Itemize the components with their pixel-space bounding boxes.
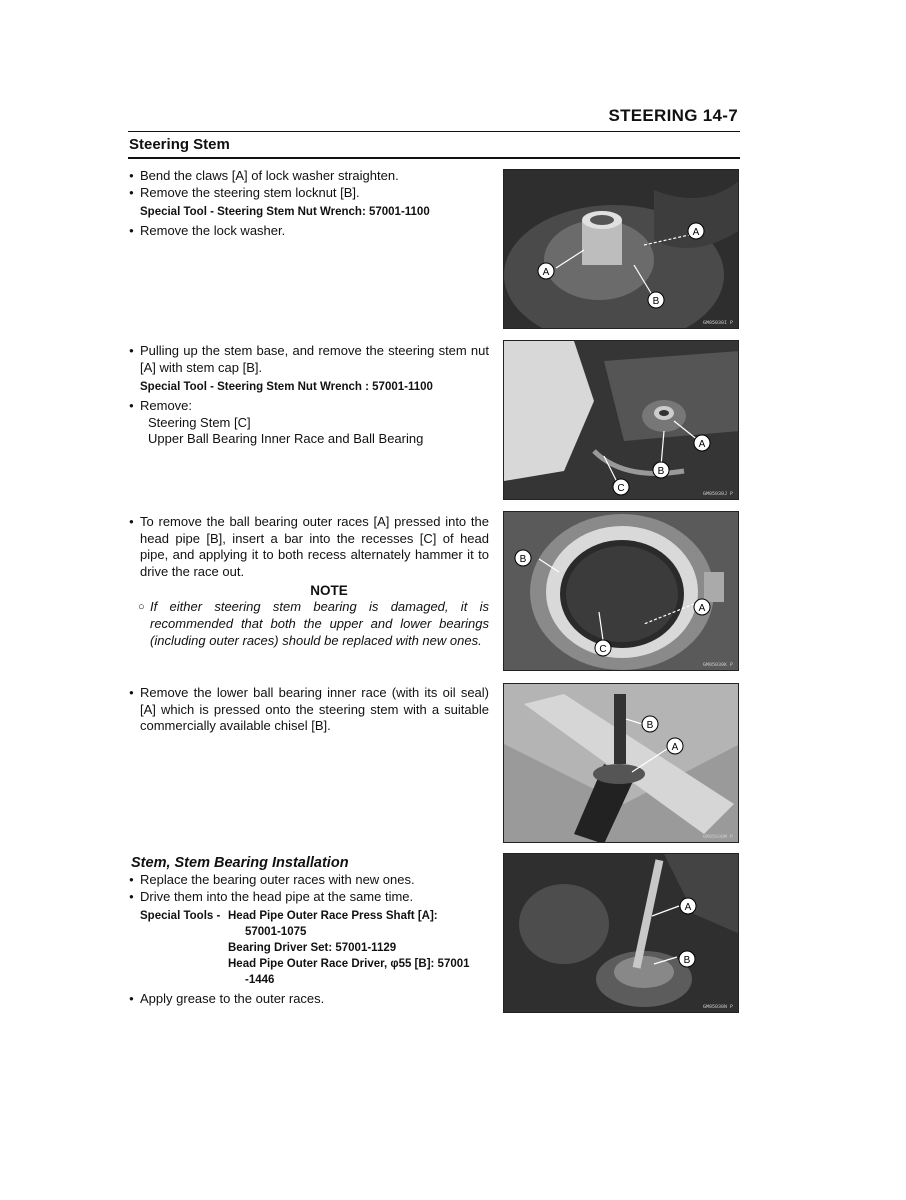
special-tool-line: Special Tool - Steering Stem Nut Wrench : 57001-1100 bbox=[140, 381, 433, 394]
bullet-text: ● Remove: bbox=[129, 398, 489, 415]
page-header-title: STEERING 14-7 bbox=[608, 106, 738, 125]
bullet-text: ● Remove the lower ball bearing inner race (with its oil seal) [A] which is pressed onto the steering stem with a suitable commercially available chisel [B]. bbox=[129, 685, 489, 735]
callout-label: A bbox=[671, 742, 679, 753]
callout-label: B bbox=[657, 466, 665, 477]
bullet-text: ● Pulling up the stem base, and remove the steering stem nut [A] with stem cap [B]. bbox=[129, 343, 489, 376]
photo-press-shaft-install bbox=[503, 853, 739, 1013]
tool-entry: Bearing Driver Set: 57001-1129 bbox=[228, 942, 397, 955]
text-block-4 bbox=[129, 685, 489, 735]
bullet-text: ● Remove the steering stem locknut [B]. bbox=[129, 185, 489, 202]
subsection-title: Stem, Stem Bearing Installation bbox=[131, 855, 349, 871]
callout-label: A bbox=[542, 267, 550, 278]
callout-label: B bbox=[683, 955, 691, 966]
callout-label: B bbox=[646, 720, 654, 731]
photo-code: GM05030I P bbox=[702, 320, 733, 326]
photo-code: GM05030N P bbox=[702, 1004, 733, 1010]
note-title: NOTE bbox=[310, 583, 348, 599]
photo-head-pipe bbox=[503, 511, 739, 671]
section-title: Steering Stem bbox=[129, 136, 230, 153]
text-block-3 bbox=[129, 514, 489, 649]
list-item: Upper Ball Bearing Inner Race and Ball Bearing bbox=[148, 431, 424, 447]
bullet-text: ● Drive them into the head pipe at the same time. bbox=[129, 889, 489, 906]
callout-label: B bbox=[652, 296, 660, 307]
bullet-text: ● Replace the bearing outer races with new ones. bbox=[129, 872, 489, 889]
bullet-text: ● Apply grease to the outer races. bbox=[129, 991, 489, 1008]
text-block-2 bbox=[129, 343, 489, 448]
note-body: ○ If either steering stem bearing is damaged, it is recommended that both the upper and lower bearings (including outer races) should be replaced with new ones. bbox=[129, 599, 489, 649]
text-block-5 bbox=[129, 872, 489, 1008]
bullet-text: ● Remove the lock washer. bbox=[129, 223, 489, 240]
callout-label: A bbox=[698, 439, 706, 450]
bullet-text: ● Bend the claws [A] of lock washer straighten. bbox=[129, 168, 489, 185]
callout-label: B bbox=[519, 554, 527, 565]
section-rule bbox=[128, 157, 740, 159]
photo-code: GM05030K P bbox=[702, 662, 733, 668]
tool-entry: Head Pipe Outer Race Driver, φ55 [B]: 57001 bbox=[228, 958, 470, 971]
callout-label: A bbox=[692, 227, 700, 238]
tool-entry: 57001-1075 bbox=[245, 926, 307, 939]
photo-code: GM05030J P bbox=[702, 491, 733, 497]
header-rule bbox=[128, 131, 740, 132]
callout-label: A bbox=[698, 603, 706, 614]
tool-entry: -1446 bbox=[245, 974, 275, 987]
photo-lock-washer bbox=[503, 169, 739, 329]
photo-code: GM05030M P bbox=[702, 834, 733, 840]
photo-chisel-inner-race bbox=[503, 683, 739, 843]
special-tool-line: Special Tool - Steering Stem Nut Wrench: 57001-1100 bbox=[140, 206, 430, 219]
callout-label: C bbox=[599, 644, 607, 655]
text-block-1 bbox=[129, 168, 489, 240]
callout-label: A bbox=[684, 902, 692, 913]
photo-steering-stem-nut bbox=[503, 340, 739, 500]
bullet-text: ● To remove the ball bearing outer races [A] pressed into the head pipe [B], insert a bar into the recesses [C] of head pipe, and applying it to both recess alternately hammer it to drive the race out. bbox=[129, 514, 489, 580]
special-tools-label: Special Tools - bbox=[140, 910, 221, 923]
callout-label: C bbox=[617, 483, 625, 494]
tool-entry: Head Pipe Outer Race Press Shaft [A]: bbox=[228, 910, 438, 923]
special-tools-table bbox=[140, 908, 489, 988]
list-item: Steering Stem [C] bbox=[148, 414, 251, 430]
